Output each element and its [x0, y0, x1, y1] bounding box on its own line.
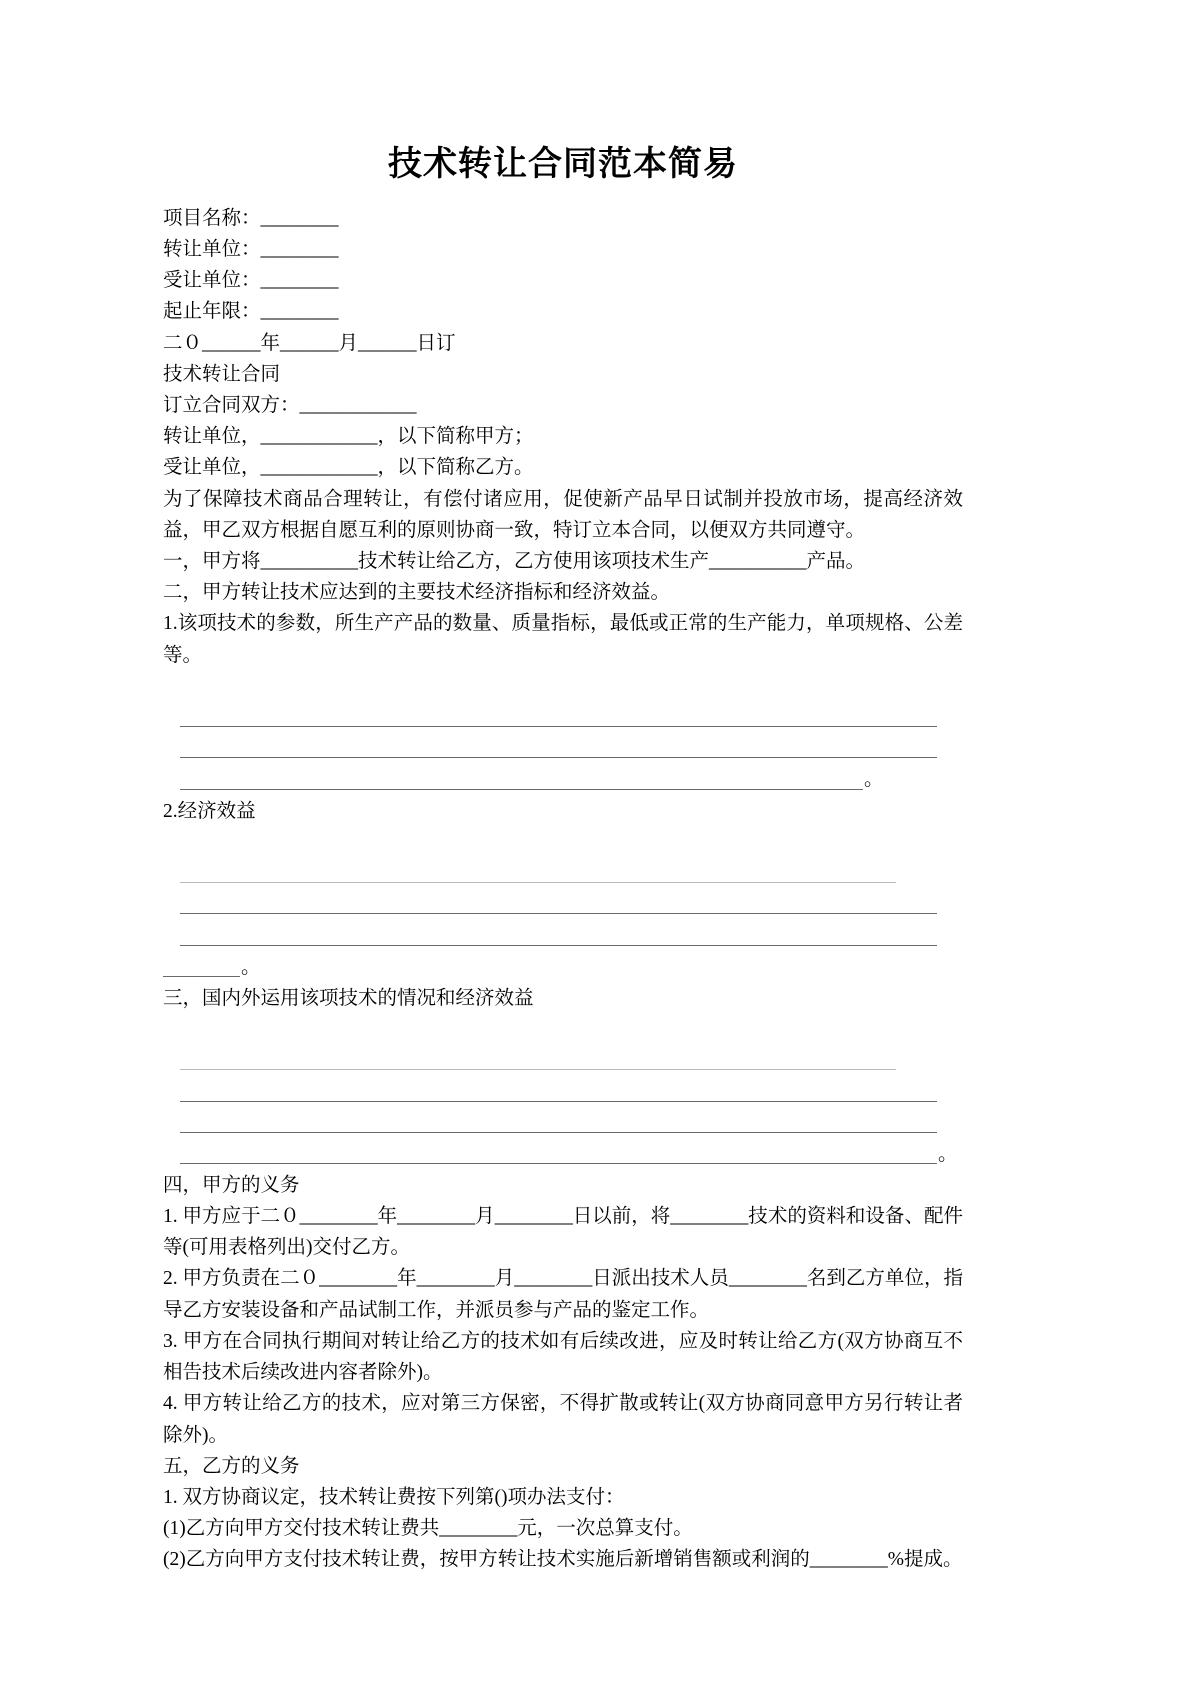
- clause-five-item-3: (2)乙方向甲方支付技术转让费，按甲方转让技术实施后新增销售额或利润的________%提成。: [163, 1549, 963, 1571]
- blank-gap: [163, 671, 963, 702]
- fill-line[interactable]: [180, 945, 937, 946]
- fill-line[interactable]: [180, 913, 937, 914]
- parties-intro: 订立合同双方：____________: [163, 395, 417, 417]
- field-signing-date: 二０______年______月______日订: [163, 332, 456, 354]
- fill-line-row[interactable]: [163, 733, 963, 764]
- field-transferor-unit: 转让单位：________: [163, 239, 339, 260]
- fill-line-row[interactable]: [163, 889, 963, 920]
- fill-line-row[interactable]: [163, 1045, 963, 1076]
- fill-line-row[interactable]: [163, 702, 963, 733]
- blank-gap: [163, 827, 963, 858]
- fill-line[interactable]: [163, 976, 240, 977]
- fill-line[interactable]: [180, 1101, 937, 1102]
- page-title: 技术转让合同范本简易: [388, 146, 738, 183]
- fill-line-row[interactable]: [163, 764, 963, 795]
- fill-line[interactable]: [180, 726, 937, 727]
- fill-line-row[interactable]: [163, 952, 963, 983]
- clause-three-title: 三，国内外运用该项技术的情况和经济效益: [163, 987, 534, 1009]
- contract-label: 技术转让合同: [163, 363, 281, 385]
- sentence-period: 。: [864, 769, 884, 791]
- fill-line-row[interactable]: [163, 1108, 963, 1139]
- clause-two-item-2: 2.经济效益: [163, 800, 256, 822]
- preamble-paragraph: 为了保障技术商品合理转让，有偿付诸应用，促使新产品早日试制并投放市场，提高经济效益，甲乙双方根据自愿互利的原则协商一致，特订立本合同，以便双方共同遵守。: [163, 488, 963, 541]
- fill-line-row[interactable]: [163, 920, 963, 951]
- clause-one: 一，甲方将__________技术转让给乙方，乙方使用该项技术生产__________产品。: [163, 551, 866, 573]
- fill-line[interactable]: [180, 1069, 896, 1070]
- fill-line-row[interactable]: [163, 1139, 963, 1170]
- clause-five-title: 五，乙方的义务: [163, 1455, 300, 1477]
- clause-two-title: 二，甲方转让技术应达到的主要技术经济指标和经济效益。: [163, 582, 671, 604]
- sentence-period: 。: [241, 956, 261, 978]
- clause-four-title: 四，甲方的义务: [163, 1174, 300, 1196]
- clause-four-item-2: 2. 甲方负责在二０________年________月________日派出技术人员________名到乙方单位，指导乙方安装设备和产品试制工作，并派员参与产品的鉴定工作。: [163, 1268, 963, 1321]
- clause-four-item-1: 1. 甲方应于二０________年________月________日以前，将________技术的资料和设备、配件等(可用表格列出)交付乙方。: [163, 1206, 963, 1259]
- fill-line[interactable]: [180, 1163, 937, 1164]
- fill-line-row[interactable]: [163, 1076, 963, 1107]
- field-term-period: 起止年限：________: [163, 301, 339, 323]
- clause-two-item-1: 1.该项技术的参数，所生产产品的数量、质量指标，最低或正常的生产能力，单项规格、公差等。: [163, 613, 963, 666]
- sentence-period: 。: [938, 1143, 958, 1165]
- fill-line[interactable]: [180, 1132, 937, 1133]
- party-b-line: 受让单位，____________，以下简称乙方。: [163, 457, 534, 479]
- clause-five-item-2: (1)乙方向甲方交付技术转让费共________元，一次总算支付。: [163, 1518, 693, 1540]
- fill-line-row[interactable]: [163, 858, 963, 889]
- blank-gap: [163, 1014, 963, 1045]
- party-a-line: 转让单位，____________，以下简称甲方；: [163, 426, 534, 448]
- fill-line[interactable]: [180, 789, 863, 790]
- fill-line[interactable]: [180, 757, 937, 758]
- clause-five-item-1: 1. 双方协商议定，技术转让费按下列第()项办法支付：: [163, 1486, 625, 1508]
- field-transferee-unit: 受让单位：________: [163, 270, 339, 292]
- fill-line[interactable]: [180, 882, 896, 883]
- document-body: [163, 0, 963, 1576]
- clause-four-item-3: 3. 甲方在合同执行期间对转让给乙方的技术如有后续改进，应及时转让给乙方(双方协商互不相告技术后续改进内容者除外)。: [163, 1330, 963, 1384]
- field-project-name: 项目名称：________: [163, 207, 339, 229]
- clause-four-item-4: 4. 甲方转让给乙方的技术，应对第三方保密，不得扩散或转让(双方协商同意甲方另行转让者除外)。: [163, 1393, 963, 1446]
